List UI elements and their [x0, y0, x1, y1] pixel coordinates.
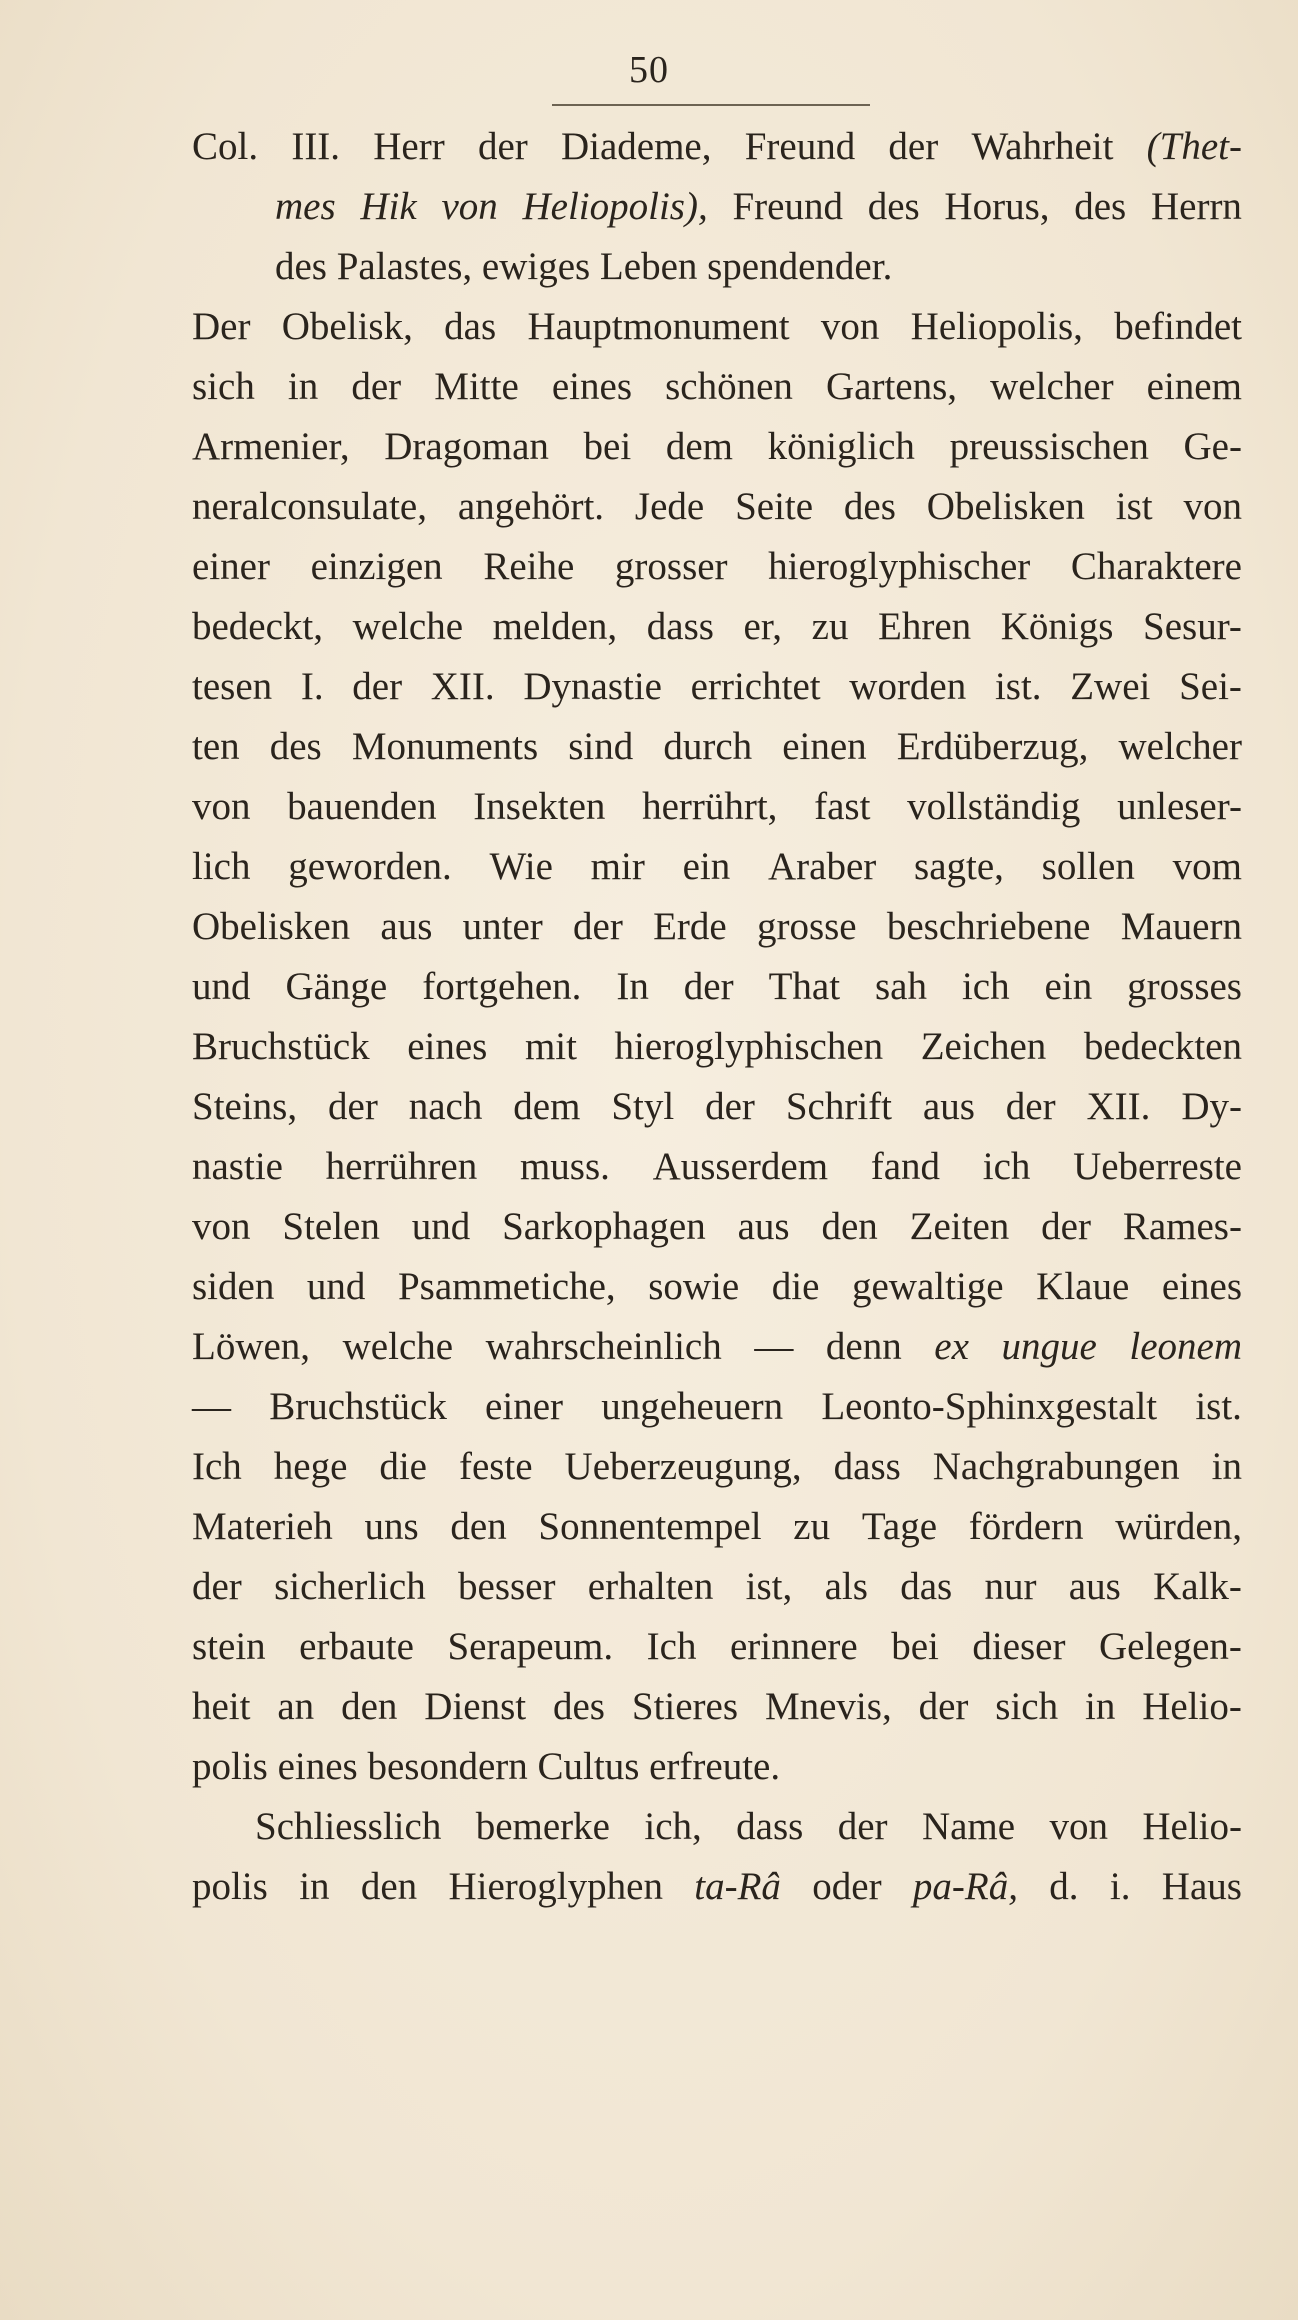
word: Kalk- [1153, 1565, 1242, 1608]
word: der [573, 905, 623, 948]
word: tesen [192, 665, 273, 708]
word: der [352, 665, 403, 708]
word: durch [663, 725, 753, 768]
word: der [705, 1085, 755, 1128]
word: XII. [430, 665, 495, 708]
word: bemerke [475, 1805, 610, 1848]
word: oder [812, 1865, 882, 1908]
word: der [1005, 1085, 1056, 1128]
word: einzigen [310, 545, 443, 588]
word: bedeckten [1083, 1025, 1242, 1068]
word: Dienst [424, 1685, 527, 1728]
word: die [771, 1265, 820, 1308]
word: beschriebene [886, 905, 1091, 948]
word: Insekten [473, 785, 606, 828]
word: gewaltige [852, 1265, 1004, 1308]
word: Name [921, 1805, 1016, 1848]
word: Gartens, [826, 365, 958, 408]
word: sagte, [914, 845, 1004, 888]
text-line [192, 723, 1242, 771]
word: Haus [1161, 1865, 1242, 1908]
word: That [768, 965, 841, 1008]
word: Königs [1000, 605, 1114, 648]
word: Gänge [285, 965, 388, 1008]
word: den [360, 1865, 418, 1908]
text-line [192, 603, 1242, 651]
word: Sei- [1179, 665, 1242, 708]
word: errichtet [690, 665, 821, 708]
word: sind [568, 725, 634, 768]
word: des [843, 485, 896, 528]
word: von [192, 1205, 251, 1248]
word: Dy- [1181, 1085, 1242, 1128]
word: dem [665, 425, 733, 468]
word: In [616, 965, 649, 1008]
word: ist. [994, 665, 1042, 708]
word: Erde [653, 905, 727, 948]
text-line [192, 843, 1242, 891]
word: ungeheuern [601, 1385, 784, 1428]
word: Herrn [1150, 185, 1242, 228]
word: in [1085, 1685, 1116, 1728]
word: Wahrheit [971, 125, 1114, 168]
word: Reihe [483, 545, 575, 588]
word: und [411, 1205, 471, 1248]
word: erbaute [299, 1625, 414, 1668]
page-number: 50 [629, 49, 669, 91]
word: aus [737, 1205, 790, 1248]
word: in [1211, 1445, 1242, 1488]
word: XII. [1086, 1085, 1151, 1128]
word: Materieh [192, 1505, 333, 1548]
word: hieroglyphischen [614, 1025, 884, 1068]
word: Freund [744, 125, 856, 168]
word: welcher [1118, 725, 1242, 768]
text-line [275, 183, 1242, 231]
word: den [821, 1205, 878, 1248]
text-line [192, 1143, 1242, 1191]
word: herrühren [325, 1145, 478, 1188]
word: preussischen [949, 425, 1149, 468]
word: von [820, 305, 880, 348]
word: Ich [646, 1625, 697, 1668]
word: vollständig [907, 785, 1081, 828]
word: er, [743, 605, 783, 648]
word: Rames- [1122, 1205, 1242, 1248]
word: Armenier, [192, 425, 350, 468]
word: des [867, 185, 920, 228]
word: ein [682, 845, 731, 888]
word: polis [192, 1865, 268, 1908]
text-line [192, 1683, 1242, 1731]
word: bei [891, 1625, 939, 1668]
word: den [341, 1685, 398, 1728]
word: (Thet- [1146, 125, 1242, 168]
text-segment: des Palastes, ewiges Leben spendender. [275, 245, 893, 288]
word: ten [192, 725, 240, 768]
text-line [192, 543, 1242, 591]
word: Löwen, [192, 1325, 311, 1368]
word: Seite [735, 485, 814, 528]
word: Ehren [878, 605, 972, 648]
word: des [269, 725, 322, 768]
word: uns [364, 1505, 419, 1548]
word: ist [1115, 485, 1153, 528]
word: einer [485, 1385, 563, 1428]
word: Nachgrabungen [932, 1445, 1180, 1488]
word: ungue [1001, 1325, 1097, 1368]
word: besser [458, 1565, 556, 1608]
word: sowie [648, 1265, 740, 1308]
word: Hik [360, 185, 417, 228]
word: mir [590, 845, 645, 888]
word: dass [646, 605, 714, 648]
word: das [900, 1565, 953, 1608]
text-line [192, 483, 1242, 531]
word: von [192, 785, 251, 828]
word: neralconsulate, [192, 485, 427, 528]
word: in [287, 365, 319, 408]
word: bauenden [287, 785, 437, 828]
word: Obelisk, [281, 305, 413, 348]
word: Bruchstück [269, 1385, 447, 1428]
word: mes [275, 185, 336, 228]
word: melden, [492, 605, 618, 648]
word: ist. [1195, 1385, 1242, 1428]
word: Herr [373, 125, 445, 168]
word: angehört. [457, 485, 605, 528]
word: wahrscheinlich [485, 1325, 722, 1368]
text-line [192, 1743, 920, 1791]
text-line [192, 1863, 1242, 1911]
word: welche [342, 1325, 454, 1368]
word: Sarkophagen [502, 1205, 706, 1248]
word: schönen [665, 365, 793, 408]
word: Sesur- [1143, 605, 1242, 648]
word: Jede [634, 485, 705, 528]
word: siden [192, 1265, 275, 1308]
word: Tage [861, 1505, 938, 1548]
text-line [192, 363, 1242, 411]
word: hieroglyphischer [768, 545, 1031, 588]
word: Leonto-Sphinxgestalt [821, 1385, 1158, 1428]
word: geworden. [288, 845, 452, 888]
word: Col. [192, 125, 259, 168]
word: Ich [192, 1445, 242, 1488]
word: Ge- [1183, 425, 1242, 468]
word: mit [524, 1025, 577, 1068]
word: fördern [968, 1505, 1084, 1548]
text-segment: polis eines besondern Cultus erfreute. [192, 1745, 781, 1788]
word: unter [462, 905, 543, 948]
word: grosses [1127, 965, 1242, 1008]
word: welche [352, 605, 464, 648]
word: königlich [767, 425, 915, 468]
word: Dragoman [384, 425, 549, 468]
word: der [1041, 1205, 1091, 1248]
word: Schrift [785, 1085, 892, 1128]
text-line [192, 1323, 1242, 1371]
word: nach [408, 1085, 483, 1128]
word: i. [1109, 1865, 1131, 1908]
word: und [192, 965, 251, 1008]
word: sah [874, 965, 927, 1008]
word: Zwei [1070, 665, 1151, 708]
word: bedeckt, [192, 605, 324, 648]
word: sicherlich [274, 1565, 426, 1608]
word: Sonnentempel [538, 1505, 762, 1548]
word: lich [192, 845, 251, 888]
word: Dynastie [523, 665, 662, 708]
word: Bruchstück [192, 1025, 370, 1068]
text-line [192, 1023, 1242, 1071]
word: den [450, 1505, 507, 1548]
word: erinnere [729, 1625, 858, 1668]
word: Zeichen [920, 1025, 1047, 1068]
word: denn [825, 1325, 902, 1368]
word: ex [934, 1325, 969, 1368]
word: dass [833, 1445, 901, 1488]
word: ist, [745, 1565, 793, 1608]
word: des [1074, 185, 1127, 228]
text-line [192, 1203, 1242, 1251]
word: ich [982, 1145, 1031, 1188]
word: III. [291, 125, 341, 168]
word: grosse [756, 905, 857, 948]
word: ich [961, 965, 1010, 1008]
word: Diademe, [560, 125, 712, 168]
word: von [1049, 1805, 1108, 1848]
word: Der [192, 305, 251, 348]
word: Heliopolis, [910, 305, 1083, 348]
word: dem [513, 1085, 581, 1128]
text-line [192, 303, 1242, 351]
text-line [275, 243, 1010, 291]
word: dieser [972, 1625, 1066, 1668]
word: unleser- [1117, 785, 1242, 828]
word: einen [782, 725, 867, 768]
word: Gelegen- [1098, 1625, 1242, 1668]
word: Obelisken [192, 905, 351, 948]
word: Araber [768, 845, 877, 888]
word: der [888, 125, 939, 168]
word: muss. [519, 1145, 610, 1188]
word: eines [1161, 1265, 1242, 1308]
word: Stelen [282, 1205, 380, 1248]
text-line [192, 903, 1242, 951]
text-line [192, 1443, 1242, 1491]
word: sich [995, 1685, 1059, 1728]
word: grosser [614, 545, 728, 588]
word: d. [1049, 1865, 1079, 1908]
word: aus [1068, 1565, 1121, 1608]
word: — [754, 1325, 794, 1368]
word: bei [583, 425, 632, 468]
word: Hieroglyphen [448, 1865, 663, 1908]
word: der [918, 1685, 969, 1728]
word: sollen [1041, 845, 1135, 888]
text-line [255, 1803, 1242, 1851]
word: der [683, 965, 734, 1008]
word: fand [870, 1145, 941, 1188]
header-rule [552, 104, 870, 106]
word: eines [551, 365, 632, 408]
word: aus [380, 905, 433, 948]
word: befindet [1114, 305, 1242, 348]
word: hege [273, 1445, 348, 1488]
word: Serapeum. [447, 1625, 614, 1668]
text-line [192, 423, 1242, 471]
word: nur [984, 1565, 1037, 1608]
word: Stieres [631, 1685, 739, 1728]
word: der [477, 125, 528, 168]
word: an [277, 1685, 315, 1728]
word: Freund [732, 185, 843, 228]
word: Monuments [351, 725, 539, 768]
word: das [444, 305, 497, 348]
word: der [351, 365, 402, 408]
word: der [192, 1565, 242, 1608]
word: ta-Râ [694, 1865, 781, 1908]
word: einer [192, 545, 270, 588]
text-line [192, 123, 1242, 171]
word: Charaktere [1070, 545, 1242, 588]
word: Hauptmonument [527, 305, 790, 348]
word: der [328, 1085, 378, 1128]
word: pa-Râ, [912, 1865, 1018, 1908]
word: leonem [1129, 1325, 1242, 1368]
word: welcher [990, 365, 1114, 408]
word: in [299, 1865, 330, 1908]
word: Styl [611, 1085, 675, 1128]
word: aus [922, 1085, 975, 1128]
word: als [824, 1565, 868, 1608]
word: ich, [644, 1805, 702, 1848]
word: des [553, 1685, 605, 1728]
text-line [192, 1263, 1242, 1311]
word: dass [736, 1805, 804, 1848]
word: einem [1146, 365, 1242, 408]
word: zu [793, 1505, 831, 1548]
word: Ausserdem [652, 1145, 829, 1188]
word: Zeiten [909, 1205, 1010, 1248]
word: — [192, 1385, 231, 1428]
word: Klaue [1036, 1265, 1130, 1308]
word: feste [458, 1445, 533, 1488]
word: herrührt, [642, 785, 778, 828]
word: Ueberzeugung, [564, 1445, 802, 1488]
word: vom [1172, 845, 1242, 888]
word: von [441, 185, 498, 228]
word: fortgehen. [422, 965, 582, 1008]
word: Schliesslich [255, 1805, 442, 1848]
text-line [192, 963, 1242, 1011]
word: Psammetiche, [397, 1265, 616, 1308]
word: eines [407, 1025, 488, 1068]
word: der [837, 1805, 888, 1848]
text-line [192, 1623, 1242, 1671]
word: würden, [1115, 1505, 1242, 1548]
word: von [1183, 485, 1242, 528]
word: Mnevis, [764, 1685, 892, 1728]
word: stein [192, 1625, 266, 1668]
word: Helio- [1142, 1805, 1242, 1848]
word: und [306, 1265, 366, 1308]
word: Steins, [192, 1085, 298, 1128]
word: Mauern [1120, 905, 1242, 948]
word: die [379, 1445, 427, 1488]
word: Mitte [434, 365, 519, 408]
word: I. [300, 665, 324, 708]
word: Wie [489, 845, 553, 888]
word: ein [1044, 965, 1093, 1008]
word: Heliopolis), [522, 185, 708, 228]
word: erhalten [587, 1565, 714, 1608]
text-line [192, 1503, 1242, 1551]
word: zu [811, 605, 849, 648]
text-line [192, 1383, 1242, 1431]
word: Obelisken [926, 485, 1085, 528]
word: nastie [192, 1145, 283, 1188]
text-line [192, 783, 1242, 831]
word: Helio- [1142, 1685, 1242, 1728]
text-line [192, 663, 1242, 711]
word: Ueberreste [1073, 1145, 1242, 1188]
text-line [192, 1083, 1242, 1131]
word: worden [849, 665, 967, 708]
word: sich [192, 365, 255, 408]
text-line [192, 1563, 1242, 1611]
word: Horus, [944, 185, 1050, 228]
word: heit [192, 1685, 251, 1728]
word: Erdüberzug, [896, 725, 1089, 768]
word: fast [814, 785, 871, 828]
